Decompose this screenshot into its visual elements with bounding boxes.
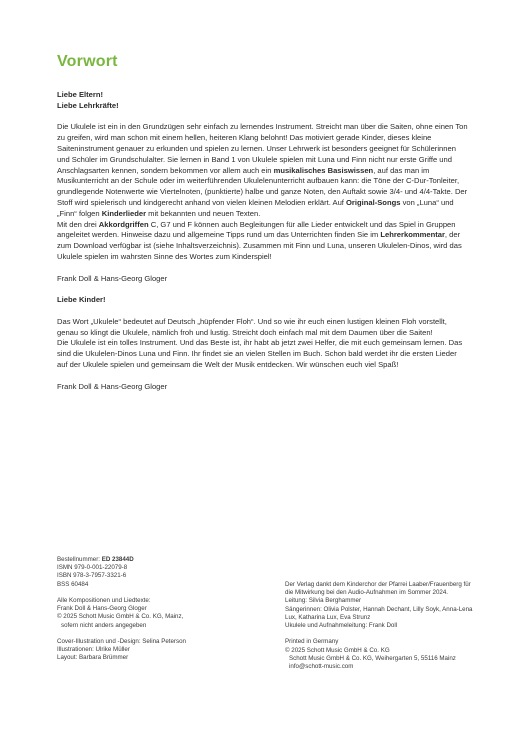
- copyright: © 2025 Schott Music GmbH & Co. KG: [285, 646, 390, 654]
- printed-in: Printed in Germany: [285, 638, 339, 646]
- compositions-authors: Frank Doll & Hans-Georg Gloger: [57, 605, 147, 613]
- order-number: Bestellnummer: ED 23844D: [57, 556, 134, 563]
- illustration-credit: Illustrationen: Ulrike Müller: [57, 646, 130, 654]
- singers-line-1: Sängerinnen: Olivia Polster, Hannah Dechant, Lilly Soyk, Anna-Lena: [285, 605, 473, 613]
- isbn: ISBN 978-3-7957-3321-6: [57, 572, 127, 580]
- bss: BSS 60484: [57, 580, 89, 588]
- publisher-address: Schott Music GmbH & Co. KG, Weihergarten 5, 55116 Mainz: [289, 654, 456, 662]
- keyword-basiswissen: musikalisches Basiswissen: [273, 165, 374, 175]
- keyword-akkordgriffen: Akkordgriffen: [98, 219, 149, 229]
- ismn: ISMN 979-0-001-22079-8: [57, 564, 128, 572]
- keyword-kinderlieder: Kinderlieder: [101, 208, 147, 218]
- greeting-teachers: Liebe Lehrkräfte!: [57, 100, 119, 110]
- signature-parents: Frank Doll & Hans-Georg Gloger: [57, 273, 168, 283]
- kids-paragraph-1: Das Wort „Ukulele“ bedeutet auf Deutsch „hüpfender Floh“. Und so wie ihr euch einen lustigen kleinen Floh vorstellt, genau so klingt die Ukulele, nämlich froh und lustig. Streicht doch einfach mal mit dem Daumen über die Saiten!: [57, 316, 447, 337]
- cover-credit: Cover-Illustration und -Design: Selina Peterson: [57, 638, 186, 645]
- imprint-left: [57, 556, 186, 663]
- recording-credit: Ukulele und Aufnahmeleitung: Frank Doll: [285, 622, 398, 630]
- page-title: Vorwort: [57, 53, 118, 70]
- publisher-email: info@schott-music.com: [289, 663, 354, 671]
- signature-kids: Frank Doll & Hans-Georg Gloger: [57, 381, 168, 391]
- imprint-right: [285, 581, 472, 671]
- parents-paragraph-2: Mit den drei Akkordgriffen C, G7 und F können auch Begleitungen für alle Lieder entwickelt und das Spiel in Gruppen angeleitet werden. Hinweise dazu und allgemeine Tipps rund um das Unterrichten finden Sie im Lehrerkommentar, der zum Download verfügbar ist (siehe Inhaltsverzeichnis). Zusammen mit Finn und Luna, unseren Ukulelen-Dinos, wird das Ukulele spielen im wahrsten Sinne des Wortes zum Kinderspiel!: [57, 219, 462, 261]
- keyword-original-songs: Original-Songs: [346, 197, 401, 207]
- compositions-credit: Alle Kompositionen und Liedtexte:: [57, 597, 151, 604]
- singers-line-2: Lux, Katharina Lux, Eva Strunz: [285, 613, 371, 621]
- parents-paragraph-1: Die Ukulele ist ein in den Grundzügen sehr einfach zu lernendes Instrument. Streicht man über die Saiten, ohne einen Ton zu greifen, wird man schon mit einem hellen, heiteren Klang belohnt! Das motiviert gerade Kinder, dieses kleine Saiteninstrument genauer zu erkunden und spielen zu lernen. Unser Lehrwerk ist besonders geeignet für Schülerinnen und Schüler im Grundschulalter. Sie lernen in Band 1 von Ukulele spielen mit Luna und Finn nicht nur erste Griffe und Anschlagsarten kennen, sondern bekommen vor allem auch ein musikalisches Basiswissen, auf das man im Musikunterricht an der Schule oder im weiterführenden Ukulelenunterricht aufbauen kann: die Töne der C-Dur-Tonleiter, grundlegende Notenwerte wie Viertelnoten, (punktierte) halbe und ganze Noten, den Auftakt sowie 3/4- und 4/4-Takte. Der Stoff wird spielerisch und kindgerecht anhand von vielen kleinen Melodien erklärt. Auf Original-Songs von „Luna“ und „Finn“ folgen Kinderlieder mit bekannten und neuen Texten.: [57, 122, 468, 218]
- compositions-note: sofern nicht anders angegeben: [61, 621, 147, 629]
- compositions-copyright: © 2025 Schott Music GmbH & Co. KG, Mainz,: [57, 613, 184, 621]
- thanks-line-2: die Mitwirkung bei den Audio-Aufnahmen im Sommer 2024.: [285, 589, 449, 597]
- layout-credit: Layout: Barbara Brümmer: [57, 654, 129, 662]
- keyword-lehrerkommentar: Lehrerkommentar: [380, 230, 445, 240]
- foreword-body: [57, 90, 469, 392]
- kids-paragraph-2: Die Ukulele ist ein tolles Instrument. Und das Beste ist, ihr habt ab jetzt zwei Helfer, die mit euch gemeinsam lernen. Das sind die Ukulelen-Dinos Luna und Finn. Ihr findet sie an vielen Stellen im Buch. Schon bald werdet ihr die ersten Lieder auf der Ukulele spielen und gemeinsam die Welt der Musik entdecken. Wir wünschen euch viel Spaß!: [57, 338, 463, 369]
- greeting-parents: Liebe Eltern!: [57, 90, 103, 99]
- greeting-kids: Liebe Kinder!: [57, 295, 106, 305]
- choir-leader: Leitung: Silvia Berghammer: [285, 597, 362, 605]
- thanks-line-1: Der Verlag dankt dem Kinderchor der Pfarrei Laaber/Frauenberg für: [285, 581, 471, 588]
